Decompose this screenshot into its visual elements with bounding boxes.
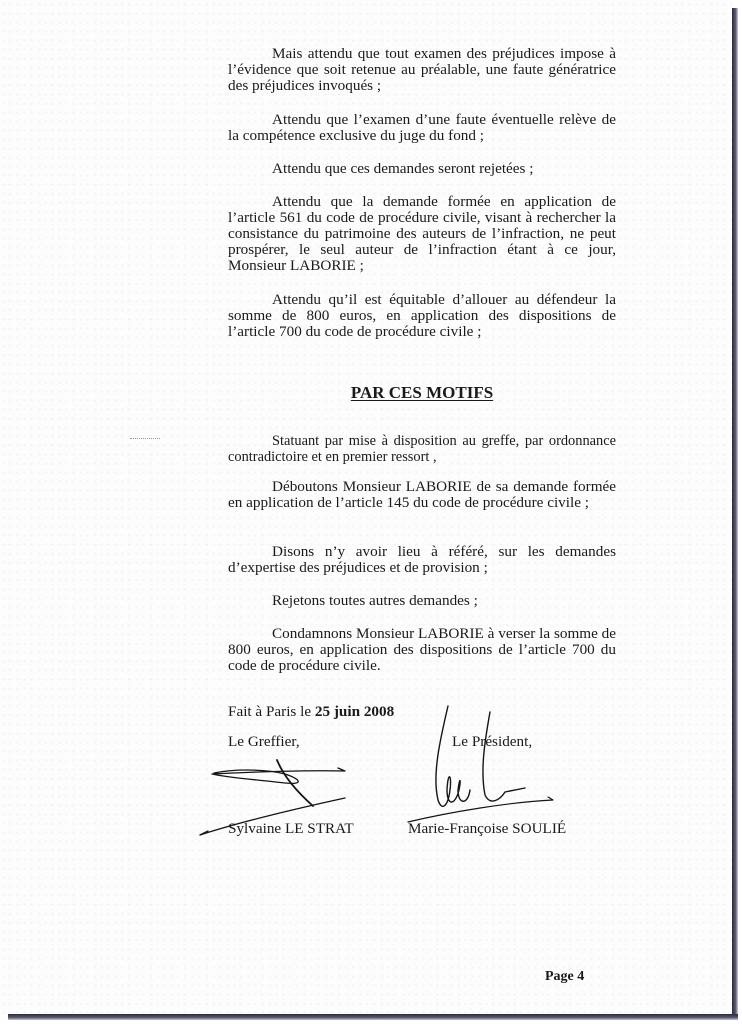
paragraph-disons: Disons n’y avoir lieu à référé, sur les demandes d’expertise des préjudices et de provision ; — [228, 543, 616, 576]
place-prefix: Fait à Paris le — [228, 703, 315, 720]
greffier-signature-stroke — [277, 760, 313, 806]
decision-date: 25 juin 2008 — [314, 703, 395, 720]
greffier-signature-arrow — [200, 831, 208, 835]
paragraph-article-561: Attendu que la demande formée en application de l’article 561 du code de procédure civile, visant à rechercher la consistance du patrimoine des auteurs de l’infraction, ne peut prospérer, le seul auteur de l’infraction étant à ce jour, Monsieur LABORIE ; — [228, 193, 616, 274]
scan-speck — [130, 438, 160, 440]
greffier-signature-loop — [212, 768, 345, 783]
paragraph-mais-attendu: Mais attendu que tout examen des préjudices impose à l’évidence que soit retenue au préalable, une faute génératrice des préjudices invoqués ; — [228, 45, 616, 94]
paragraph-rejetons: Rejetons toutes autres demandes ; — [272, 592, 478, 609]
section-heading: PAR CES MOTIFS — [350, 383, 494, 402]
paragraph-article-700: Attendu qu’il est équitable d’allouer au défendeur la somme de 800 euros, en application des dispositions de l’article 700 du code de procédure civile ; — [228, 291, 616, 340]
paragraph-demandes-rejetees: Attendu que ces demandes seront rejetées ; — [272, 160, 534, 177]
president-signature-first-loop — [436, 706, 470, 806]
president-signature-second-stroke — [483, 712, 525, 801]
president-name: Marie-Françoise SOULIÉ — [408, 820, 567, 837]
paragraph-statuant: Statuant par mise à disposition au greffe, par ordonnance contradictoire et en premier ressort , — [228, 433, 616, 465]
president-label: Le Président, — [452, 733, 533, 750]
page-shadow-right — [732, 8, 738, 1018]
president-signature-underline — [408, 797, 553, 822]
greffier-label: Le Greffier, — [228, 733, 300, 750]
place-date-line — [228, 703, 394, 721]
paragraph-condamnons: Condamnons Monsieur LABORIE à verser la somme de 800 euros, en application des dispositions de l’article 700 du code de procédure civile. — [228, 625, 616, 674]
page-shadow-bottom — [8, 1014, 738, 1020]
page-number: Page 4 — [545, 969, 585, 984]
paragraph-deboutons: Déboutons Monsieur LABORIE de sa demande formée en application de l’article 145 du code de procédure civile ; — [228, 478, 616, 511]
paragraph-examen-faute: Attendu que l’examen d’une faute éventuelle relève de la compétence exclusive du juge du fond ; — [228, 111, 616, 144]
greffier-name: Sylvaine LE STRAT — [228, 820, 354, 837]
